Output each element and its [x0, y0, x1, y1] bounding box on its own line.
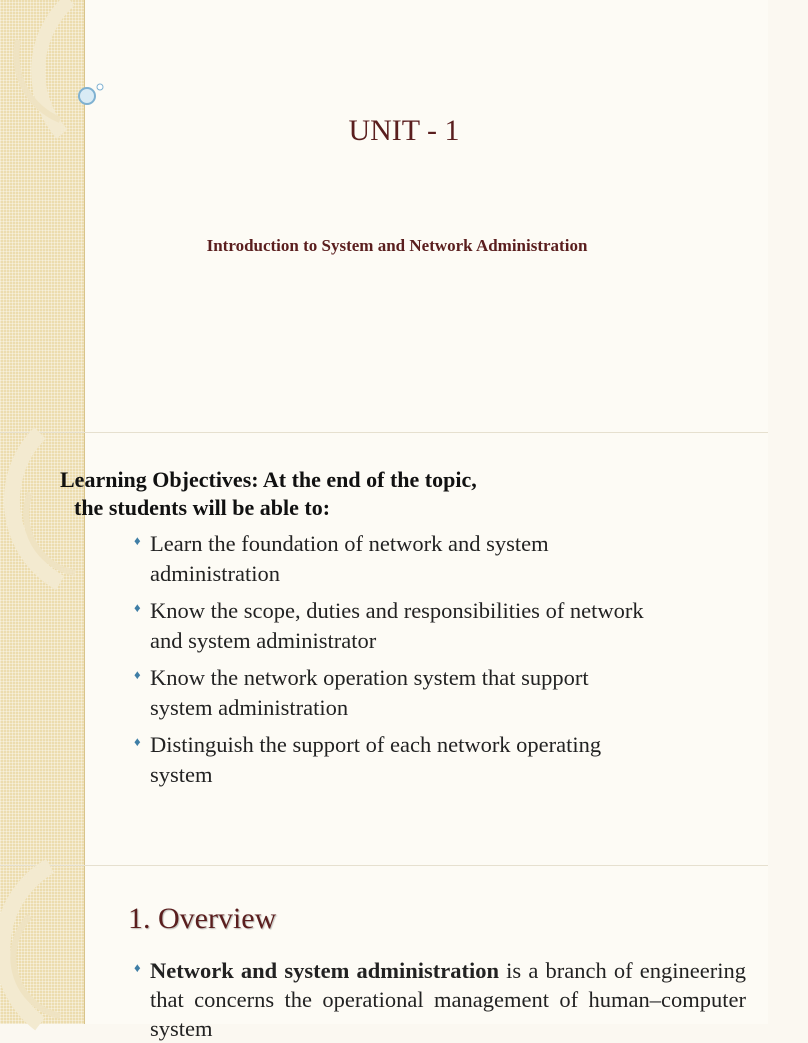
objectives-heading-line2: the students will be able to:	[74, 495, 331, 520]
diamond-bullet-icon: ♦	[134, 600, 141, 615]
objective-line2: system administration	[150, 695, 349, 720]
overview-text: is a branch of engineering that concerns the operational management of human–computer system	[150, 958, 746, 1041]
diamond-bullet-icon: ♦	[134, 533, 141, 548]
diamond-bullet-icon: ♦	[134, 734, 141, 749]
objectives-heading-line1: Learning Objectives: At the end of the topic,	[60, 467, 477, 492]
objective-line1: Distinguish the support of each network operating	[150, 732, 602, 757]
list-item	[130, 596, 730, 656]
diamond-bullet-icon: ♦	[134, 960, 141, 975]
objective-line2: administration	[150, 561, 280, 586]
overview-heading: 1. Overview	[128, 902, 277, 935]
left-stripe	[0, 0, 85, 432]
overview-paragraph	[130, 956, 746, 1043]
slide-title	[0, 0, 768, 432]
overview-bold-term: Network and system administration	[150, 958, 499, 983]
list-item	[130, 663, 730, 723]
list-item	[130, 529, 730, 589]
slide-learning-objectives	[0, 433, 768, 865]
left-stripe	[0, 866, 85, 1024]
objective-line1: Learn the foundation of network and system	[150, 531, 549, 556]
objective-line2: and system administrator	[150, 628, 377, 653]
list-item	[130, 730, 730, 790]
unit-subtitle: Introduction to System and Network Administration	[206, 236, 588, 255]
unit-title: UNIT - 1	[348, 114, 460, 147]
objectives-list	[130, 529, 730, 797]
objective-line1: Know the network operation system that support	[150, 665, 589, 690]
slide-overview	[0, 866, 768, 1041]
objectives-heading	[60, 466, 620, 522]
objective-line1: Know the scope, duties and responsibilities of network	[150, 598, 644, 623]
small-bubble-icon	[97, 84, 103, 90]
diamond-bullet-icon: ♦	[134, 667, 141, 682]
objective-line2: system	[150, 762, 213, 787]
